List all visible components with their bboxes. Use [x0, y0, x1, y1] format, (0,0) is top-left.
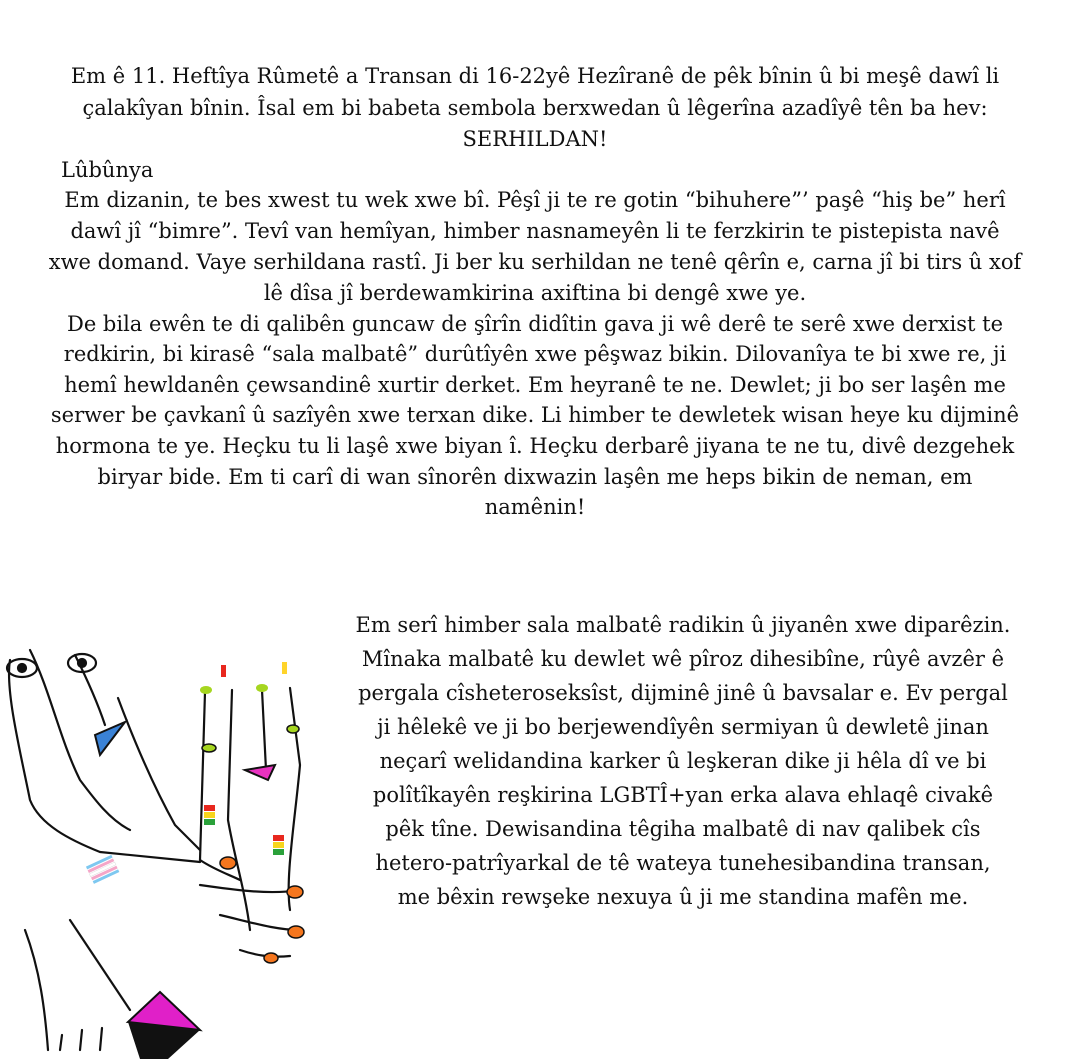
side-line: polîtîkayên reşkirina LGBTÎ+yan erka alava ehlaqê civakê [372, 783, 994, 807]
red-nail-icon [221, 665, 226, 677]
letter-line: redkirin, bi kirasê “sala malbatê” durûtîyên xwe pêşwaz bikin. Dilovanîya te bi xwe re, ji [63, 342, 1007, 366]
letter-line: hemî hewldanên çewsandinê xurtir derket. Em heyranê te ne. Dewlet; ji bo ser laşên me [64, 373, 1006, 397]
left-finger [118, 698, 200, 850]
letter-line: xwe domand. Vaye serhildana rastî. Ji ber ku serhildan ne tenê qêrîn e, carna jî bi tirs û xof [48, 250, 1022, 274]
letter-line: dawî jî “bimre”. Tevî van hemîyan, himber nasnameyên li te ferzkirin te pistepista navê [70, 219, 1000, 243]
eye-pupil [18, 664, 26, 672]
side-line: neçarî welidandina karker û leşkeran dike ji hêla dî ve bi [379, 749, 987, 773]
green-nail-icon [287, 725, 299, 733]
letter-line: serwer be çavkanî û sazîyên xwe terxan dike. Li himber te dewletek wisan heye ku dijminê [50, 403, 1020, 427]
flag-stripes-icon [273, 835, 284, 855]
green-nail-icon [202, 744, 216, 752]
orange-nail-icon [287, 886, 303, 898]
letter-line-end: namênin! [484, 495, 586, 519]
blue-nail-icon [95, 722, 125, 755]
side-line: Mînaka malbatê ku dewlet wê pîroz dihesibîne, rûyê avzêr ê [361, 647, 1005, 671]
side-line: ji hêlekê ve ji bo berjewendîyên sermiyan û dewletê jinan [377, 715, 989, 739]
right-finger [228, 690, 250, 930]
left-hand-outline [30, 650, 130, 830]
orange-nail-icon [288, 926, 304, 938]
eye-pupil [78, 659, 86, 667]
right-finger-low [200, 885, 300, 892]
side-line: hetero-patrîyarkal de tê wateya tunehesibandina transan, [375, 851, 991, 875]
magenta-black-patch-icon [128, 992, 200, 1059]
letter-line: biryar bide. Em ti carî di wan sînorên dixwazin laşên me heps bikin de neman, em [97, 465, 973, 489]
letter-line: lê dîsa jî berdewamkirina axiftina bi dengê xwe ye. [263, 281, 807, 305]
intro-line-serhildan: SERHILDAN! [462, 127, 608, 151]
side-line: pêk tîne. Dewisandina têgiha malbatê di nav qalibek cîs [385, 817, 981, 841]
trans-flag-icon [86, 855, 119, 884]
orange-nail-icon [264, 953, 278, 963]
green-nail-icon [256, 684, 268, 692]
left-arm-outline [9, 660, 200, 862]
right-finger-low [220, 915, 300, 930]
letter-salutation: Lûbûnya [61, 158, 154, 182]
letter-line: hormona te ye. Heçku tu li laşê xwe biyan î. Heçku derbarê jiyana te ne tu, divê dezgehek [55, 434, 1015, 458]
pink-nail-icon [245, 765, 275, 780]
side-line: pergala cîsheteroseksîst, dijminê jinê û bavsalar e. Ev pergal [358, 681, 1008, 705]
orange-nail-icon [220, 857, 236, 869]
side-line: Em serî himber sala malbatê radikin û jiyanên xwe diparêzin. [355, 613, 1011, 637]
intro-line: Em ê 11. Heftîya Rûmetê a Transan di 16-22yê Hezîranê de pêk bînin û bi meşê dawî li [70, 64, 1000, 88]
right-finger [262, 690, 266, 770]
lower-arm [25, 930, 48, 1050]
letter-line: De bila ewên te di qalibên guncaw de şîrîn didîtin gava ji wê derê te serê xwe derxist te [66, 312, 1004, 336]
lower-fingers [60, 1028, 102, 1050]
right-finger [289, 688, 300, 910]
letter-line: Em dizanin, te bes xwest tu wek xwe bî. Pêşî ji te re gotin “bihuhere”’ paşê “hiş be” herî [64, 188, 1006, 212]
intro-line: çalakîyan bînin. Îsal em bi babeta sembola berxwedan û lêgerîna azadîyê tên ba hev: [82, 96, 988, 120]
green-nail-icon [200, 686, 212, 694]
side-line: me bêxin rewşeke nexuya û ji me standina mafên me. [397, 885, 969, 909]
lower-arm [70, 920, 130, 1010]
right-finger [200, 692, 205, 860]
hands-illustration [0, 630, 320, 1059]
yellow-nail-icon [282, 662, 287, 674]
flag-stripes-icon [204, 805, 215, 825]
